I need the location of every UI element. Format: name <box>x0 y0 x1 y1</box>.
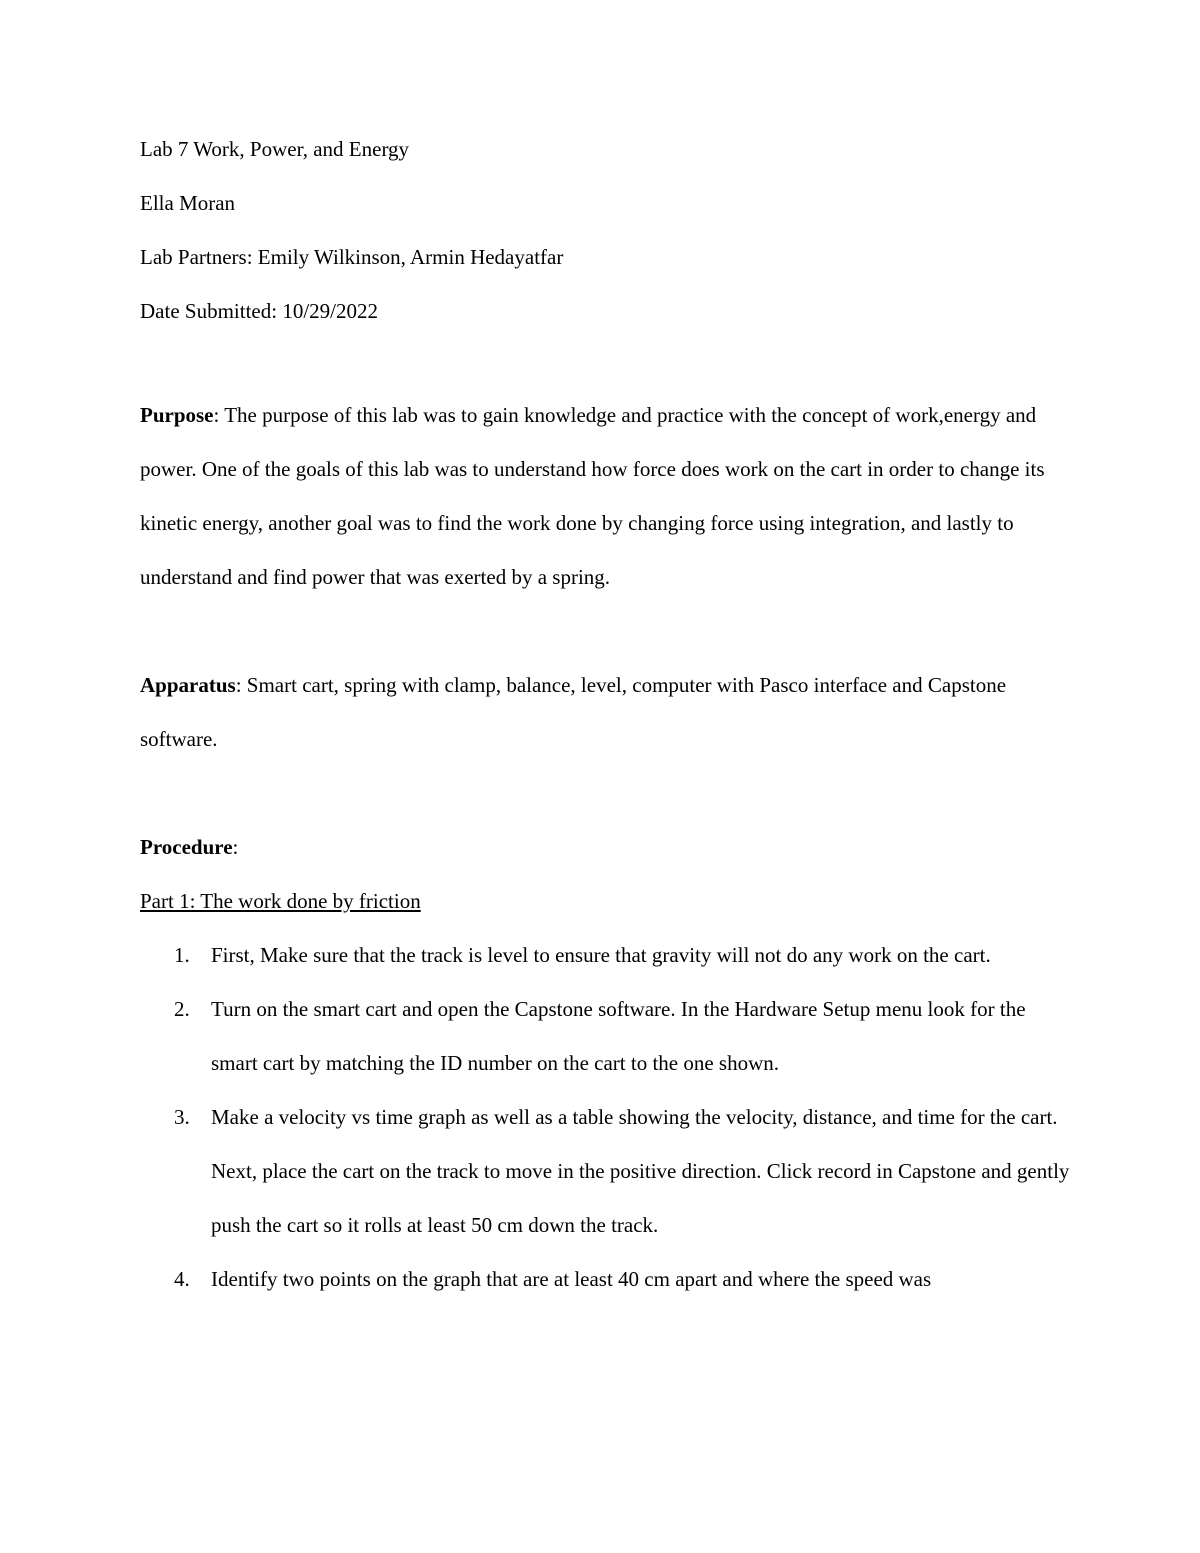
apparatus-text: : Smart cart, spring with clamp, balance, level, computer with Pasco interface and Capstone software. <box>140 673 1007 751</box>
purpose-text: : The purpose of this lab was to gain knowledge and practice with the concept of work,energy and power. One of the goals of this lab was to understand how force does work on the cart in order to change its kinetic energy, another goal was to find the work done by changing force using integration, and lastly to understand and find power that was exerted by a spring. <box>140 403 1045 589</box>
document-page <box>140 136 1070 1306</box>
purpose-paragraph <box>140 388 1070 604</box>
lab-partners: Lab Partners: Emily Wilkinson, Armin Hedayatfar <box>140 245 564 269</box>
part1-title: Part 1: The work done by friction <box>140 889 421 913</box>
list-item: 4. Identify two points on the graph that are at least 40 cm apart and where the speed was <box>174 1267 932 1291</box>
author-name: Ella Moran <box>140 191 236 215</box>
list-item: 2. Turn on the smart cart and open the Capstone software. In the Hardware Setup menu look for the smart cart by matching the ID number on the cart to the one shown. <box>174 997 1026 1075</box>
list-item: 1. First, Make sure that the track is level to ensure that gravity will not do any work on the cart. <box>174 943 991 967</box>
lab-title: Lab 7 Work, Power, and Energy <box>140 137 410 161</box>
list-item: 3. Make a velocity vs time graph as well as a table showing the velocity, distance, and time for the cart. Next, place the cart on the track to move in the positive direction. Click record in Capstone and gently push the cart so it rolls at least 50 cm down the track. <box>174 1105 1070 1237</box>
procedure-steps <box>140 928 1070 1306</box>
procedure-heading: Procedure: <box>140 835 239 859</box>
apparatus-paragraph <box>140 658 1070 766</box>
date-submitted: Date Submitted: 10/29/2022 <box>140 299 378 323</box>
procedure-label: Procedure <box>140 835 233 859</box>
apparatus-label: Apparatus <box>140 673 236 697</box>
purpose-label: Purpose <box>140 403 214 427</box>
